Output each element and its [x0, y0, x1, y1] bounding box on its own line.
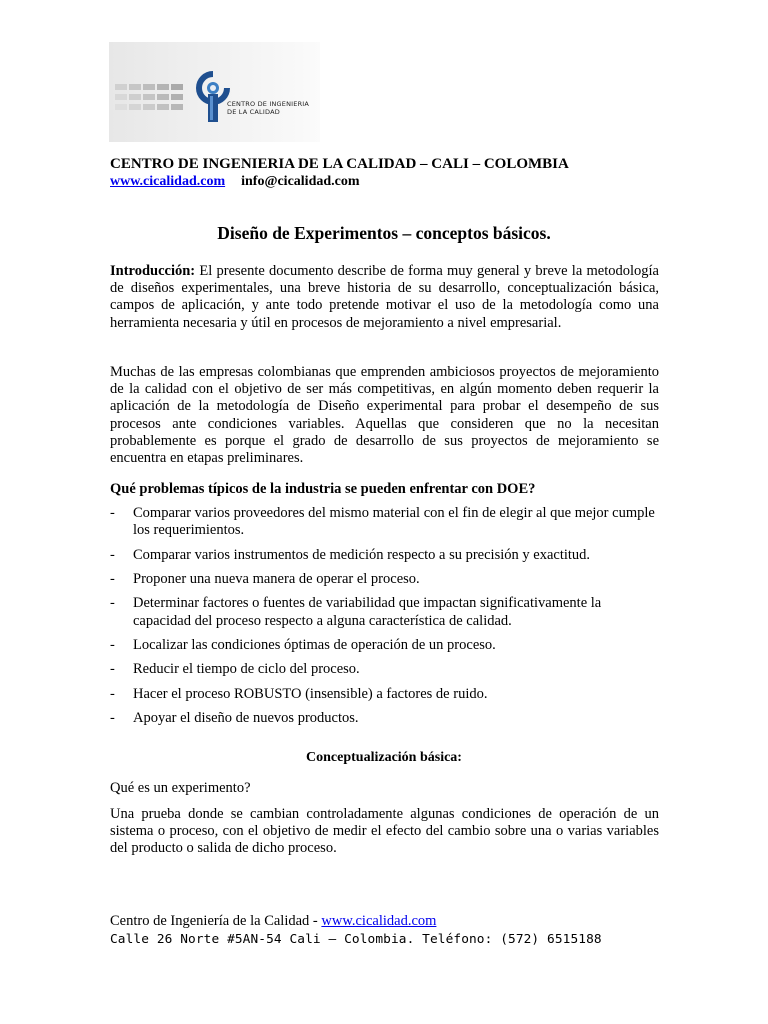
logo-mark-icon: [193, 70, 233, 126]
company-logo: [109, 42, 320, 142]
list-item: - Apoyar el diseño de nuevos productos.: [110, 710, 359, 727]
list-item: - Localizar las condiciones óptimas de operación de un proceso.: [110, 636, 496, 653]
contact-line: [110, 174, 360, 190]
footer-text: Centro de Ingeniería de la Calidad -: [110, 913, 322, 929]
concepts-heading: Conceptualización básica:: [306, 750, 462, 765]
organization-name: CENTRO DE INGENIERIA DE LA CALIDAD – CALI – COLOMBIA: [110, 156, 569, 172]
website-link[interactable]: www.cicalidad.com: [110, 174, 226, 189]
intro-paragraph: [110, 263, 659, 332]
footer-address: Calle 26 Norte #5AN-54 Cali – Colombia. Teléfono: (572) 6515188: [110, 932, 602, 947]
logo-stripes: [115, 82, 195, 118]
list-item: - Comparar varios proveedores del mismo material con el fin de elegir al que mejor cumple los requerimientos.: [110, 505, 655, 539]
experiment-answer: Una prueba donde se cambian controladamente algunas condiciones de operación de un sistema o proceso, con el objetivo de medir el efecto del cambio sobre una o varias variables del producto o salida de dicho proceso.: [110, 806, 659, 857]
intro-label: Introducción:: [110, 263, 196, 279]
email-text: info@cicalidad.com: [241, 174, 360, 189]
list-item: - Proponer una nueva manera de operar el proceso.: [110, 570, 420, 587]
footer-website-link[interactable]: www.cicalidad.com: [321, 913, 437, 929]
body-paragraph: Muchas de las empresas colombianas que emprenden ambiciosos proyectos de mejoramiento de la calidad con el objetivo de ser más competitivas, en algún momento deben requerir la aplicación de la metodología de Diseño experimental para probar el desempeño de sus procesos ante condiciones variables. Aquellas que consideren que no la necesitan probablemente es porque el grado de desarrollo de sus proyectos de mejoramiento se encuentra en etapas preliminares.: [110, 364, 659, 467]
footer-line: [110, 913, 436, 930]
document-title: Diseño de Experimentos – conceptos básicos.: [217, 223, 551, 243]
list-item: - Reducir el tiempo de ciclo del proceso.: [110, 661, 360, 678]
problems-heading: Qué problemas típicos de la industria se pueden enfrentar con DOE?: [110, 481, 536, 497]
logo-text: CENTRO DE INGENIERIA DE LA CALIDAD: [227, 100, 310, 116]
list-item: - Hacer el proceso ROBUSTO (insensible) a factores de ruido.: [110, 685, 488, 702]
list-item: - Determinar factores o fuentes de variabilidad que impactan significativamente la capacidad del proceso respecto a alguna característica de calidad.: [110, 595, 602, 629]
intro-text: El presente documento describe de forma muy general y breve la metodología de diseños experimentales, una breve historia de su desarrollo, conceptualización básica, campos de aplicación, y ante todo pretende motivar el uso de la metodología como una herramienta necesaria y útil en procesos de mejoramiento a nivel empresarial.: [110, 263, 659, 331]
list-item: - Comparar varios instrumentos de medición respecto a su precisión y exactitud.: [110, 546, 591, 563]
experiment-question: Qué es un experimento?: [110, 780, 251, 796]
problems-list: [110, 505, 659, 735]
